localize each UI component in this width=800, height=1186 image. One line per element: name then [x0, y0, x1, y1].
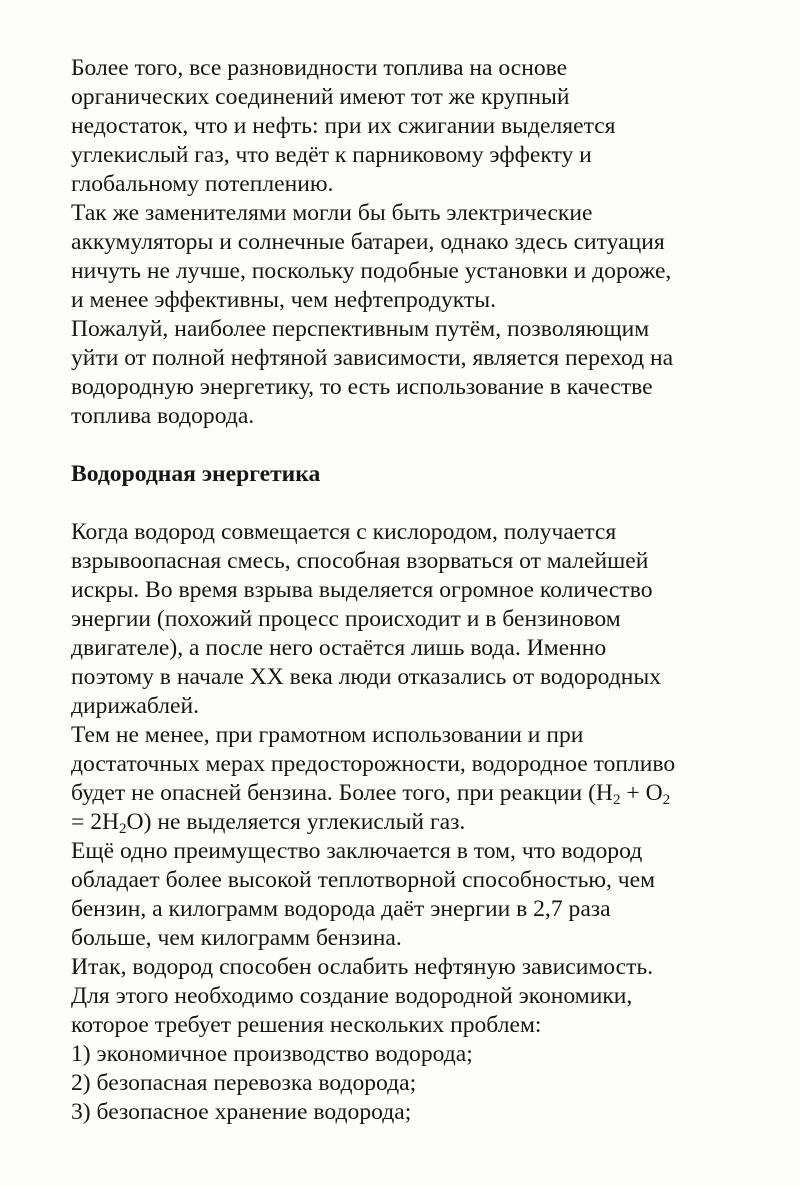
text-line: Так же заменителями могли бы быть электрические [71, 200, 593, 226]
paragraph-gap [71, 431, 780, 460]
text-line: топлива водорода. [71, 403, 255, 429]
text-line: Когда водород совмещается с кислородом, получается [71, 519, 617, 545]
text-line: Тем не менее, при грамотном использовании и при [71, 722, 584, 748]
text-line: водородную энергетику, то есть использование в качестве [71, 374, 653, 400]
text-line: бензин, а килограмм водорода даёт энергии в 2,7 раза [71, 896, 611, 922]
text-line: дирижаблей. [71, 693, 200, 719]
text-line: энергии (похожий процесс происходит и в бензиновом [71, 606, 621, 632]
text-line: поэтому в начале XX века люди отказались от водородных [71, 664, 662, 690]
perspective-paragraph [71, 315, 780, 431]
text-line: углекислый газ, что ведёт к парниковому эффекту и [71, 142, 592, 168]
subscript: 2 [612, 792, 621, 808]
paragraph-gap [71, 489, 780, 518]
equation-line [71, 808, 780, 837]
text-line: недостаток, что и нефть: при их сжигании выделяется [71, 113, 616, 139]
text-line: ничуть не лучше, поскольку подобные установки и дороже, [71, 258, 672, 284]
text-line: больше, чем килограмм бензина. [71, 925, 402, 951]
text-line: искры. Во время взрыва выделяется огромное количество [71, 577, 653, 603]
reaction-line [71, 779, 780, 808]
text-line: аккумуляторы и солнечные батареи, однако здесь ситуация [71, 229, 665, 255]
equation-text: O) не выделяется углекислый газ. [126, 809, 466, 835]
reaction-text: + O [620, 780, 663, 806]
text-line: Более того, все разновидности топлива на основе [71, 55, 568, 81]
text-line: глобальному потеплению. [71, 171, 334, 197]
subscript: 2 [119, 821, 127, 837]
text-line: обладает более высокой теплотворной способностью, чем [71, 867, 656, 893]
alternatives-paragraph [71, 199, 780, 315]
text-line: и менее эффективны, чем нефтепродукты. [71, 287, 496, 313]
text-line: уйти от полной нефтяной зависимости, является переход на [71, 345, 674, 371]
text-line: двигателе), а после него остаётся лишь вода. Именно [71, 635, 607, 661]
text-line: органических соединений имеют тот же крупный [71, 84, 570, 110]
reaction-text: будет не опасней бензина. Более того, при реакции (H [71, 780, 613, 806]
text-line: Ещё одно преимущество заключается в том, что водород [71, 838, 643, 864]
text-line: Для этого необходимо создание водородной экономики, [71, 983, 633, 1009]
explosion-paragraph [71, 518, 780, 721]
text-line: достаточных мерах предосторожности, водородное топливо [71, 751, 676, 777]
text-line: которое требует решения нескольких проблем: [71, 1012, 542, 1038]
list-item: 1) экономичное производство водорода; [71, 1041, 473, 1067]
list-item: 2) безопасная перевозка водорода; [71, 1070, 417, 1096]
text-line: Итак, водород способен ослабить нефтяную зависимость. [71, 954, 654, 980]
problems-list [71, 1040, 780, 1127]
list-item: 3) безопасное хранение водорода; [71, 1099, 412, 1125]
equation-text: = 2H [71, 809, 120, 835]
section-heading: Водородная энергетика [71, 461, 321, 487]
advantage-paragraph [71, 837, 780, 953]
text-line: взрывоопасная смесь, способная взорваться от малейшей [71, 548, 649, 574]
safety-paragraph [71, 721, 780, 837]
intro-paragraph [71, 54, 780, 199]
conclusion-paragraph [71, 953, 780, 1040]
text-line: Пожалуй, наиболее перспективным путём, позволяющим [71, 316, 650, 342]
subscript: 2 [662, 792, 671, 808]
